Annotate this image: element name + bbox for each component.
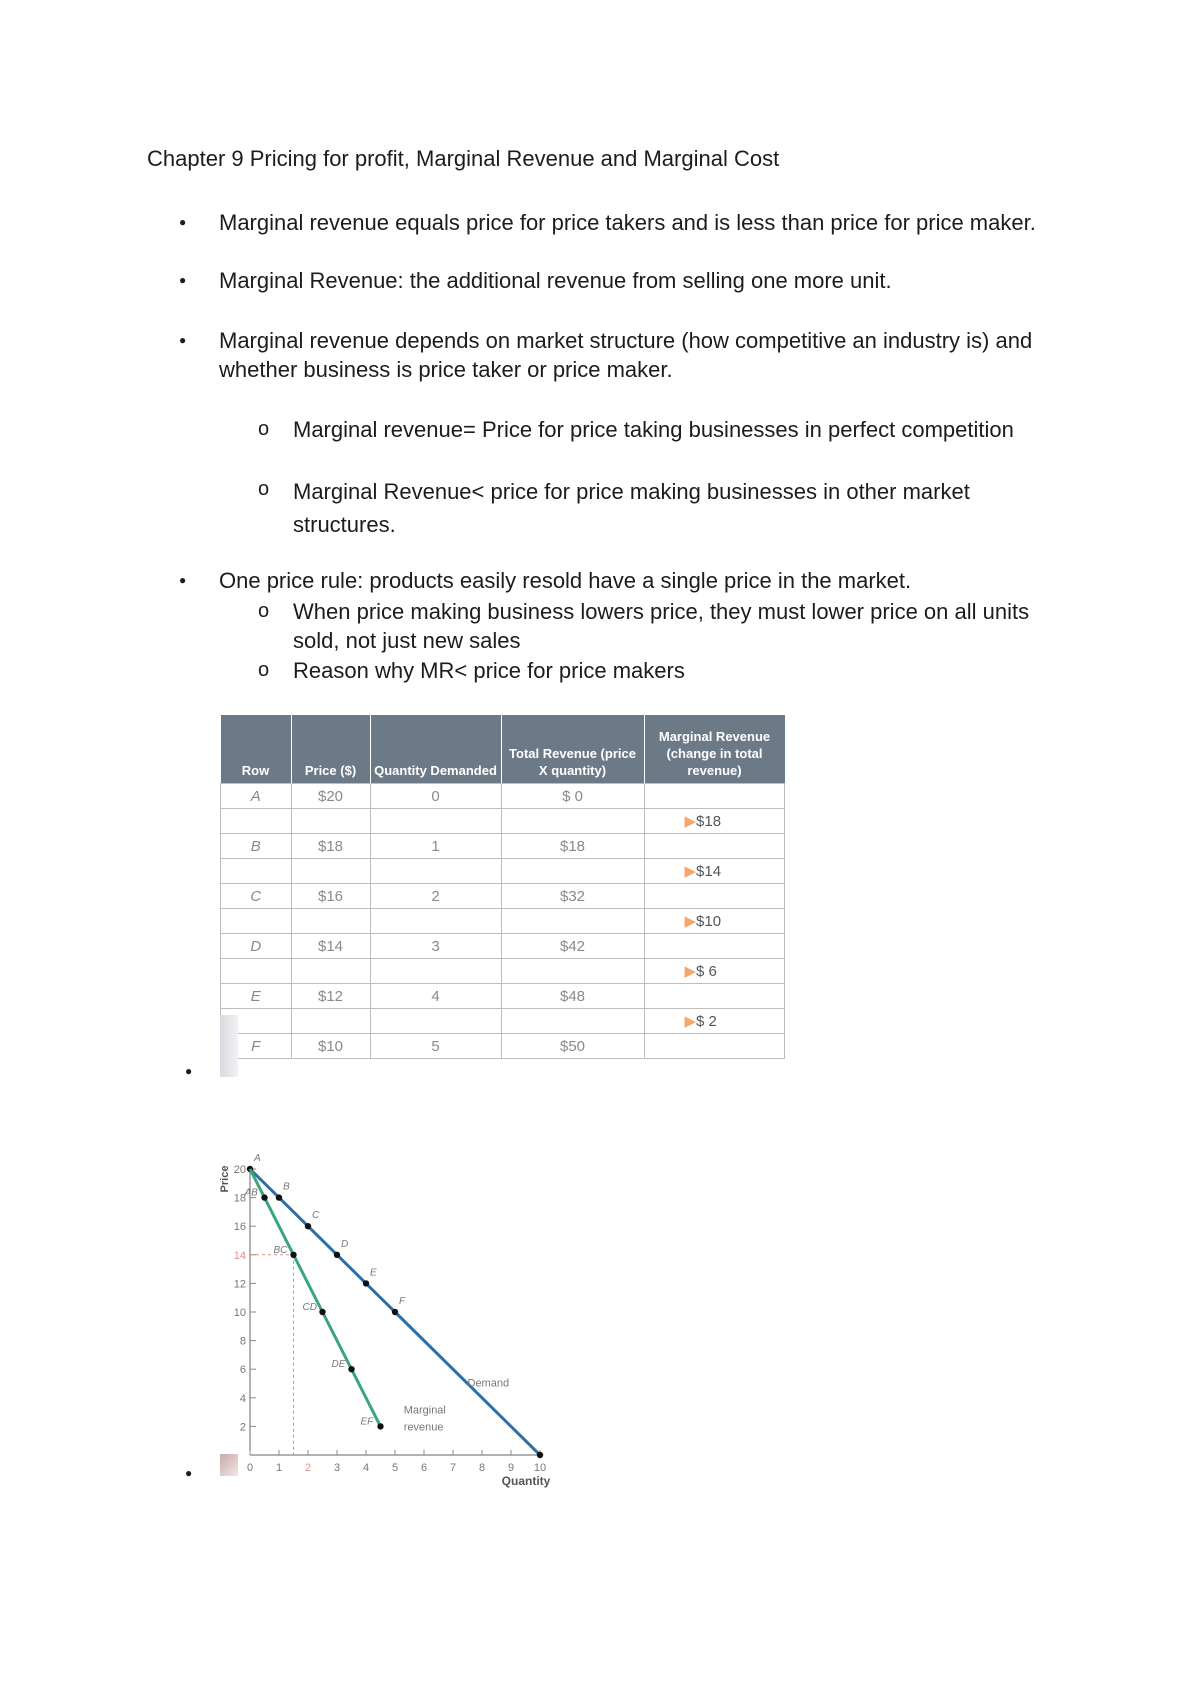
- quantity-cell: 2: [370, 884, 501, 909]
- point-label: E: [370, 1267, 377, 1279]
- table-row: [221, 959, 785, 984]
- row-label: F: [221, 1034, 292, 1059]
- bullet-dot-icon: ●: [185, 1064, 193, 1078]
- table-row: [221, 809, 785, 834]
- table-row: [221, 859, 785, 884]
- chart-annotation: revenue: [403, 1421, 444, 1434]
- marginal-revenue-cell: ▶$10: [644, 909, 785, 934]
- table-row: [221, 784, 785, 809]
- data-point: [537, 1452, 543, 1458]
- table-header: Price ($): [291, 715, 370, 784]
- point-label: CD: [302, 1302, 317, 1313]
- sub-bullet-marker: o: [258, 659, 270, 681]
- y-tick-label: 2: [239, 1421, 246, 1434]
- y-tick-label: 16: [233, 1221, 246, 1234]
- x-tick-label: 6: [420, 1462, 428, 1474]
- table-row: [221, 1009, 785, 1034]
- quantity-cell: 1: [370, 834, 501, 859]
- point-label: C: [312, 1210, 320, 1222]
- point-label: F: [399, 1296, 406, 1307]
- x-tick-label: 0: [246, 1462, 254, 1474]
- quantity-cell: 3: [370, 934, 501, 959]
- sub-bullet-marker: o: [258, 600, 270, 622]
- marginal-revenue-cell: ▶$ 6: [644, 959, 785, 984]
- sub-bullet-marker: o: [258, 478, 270, 500]
- price-cell: $10: [291, 1034, 370, 1059]
- price-cell: $16: [291, 884, 370, 909]
- total-revenue-cell: $32: [501, 884, 644, 909]
- marginal-revenue-cell: ▶$14: [644, 859, 785, 884]
- table-header: Quantity Demanded: [370, 715, 501, 784]
- y-tick-label: 4: [239, 1392, 246, 1405]
- data-point: [276, 1194, 282, 1200]
- chart-annotation: Marginal: [403, 1404, 446, 1417]
- table-row: [221, 934, 785, 959]
- image-edge-shadow: [220, 1015, 238, 1077]
- data-point: [348, 1366, 354, 1372]
- x-axis-label: Quantity: [501, 1474, 551, 1488]
- bullet-text: One price rule: products easily resold have a single price in the market.: [219, 568, 912, 593]
- sub-bullet-marker: o: [258, 418, 270, 440]
- total-revenue-cell: $ 0: [501, 784, 644, 809]
- total-revenue-cell: $18: [501, 834, 644, 859]
- table-header: Total Revenue (price X quantity): [501, 715, 644, 784]
- point-label: DE: [331, 1359, 346, 1371]
- data-point: [319, 1309, 325, 1315]
- chart-annotation: Demand: [467, 1377, 510, 1390]
- table-row: [221, 909, 785, 934]
- row-label: D: [221, 934, 292, 959]
- chart-canvas: [214, 1145, 574, 1488]
- y-tick-label: 8: [239, 1335, 246, 1348]
- data-point: [334, 1252, 340, 1258]
- x-tick-label: 2: [304, 1462, 312, 1474]
- data-point: [290, 1252, 296, 1258]
- marginal-revenue-cell: ▶$18: [644, 809, 785, 834]
- total-revenue-cell: $50: [501, 1034, 644, 1059]
- y-tick-label: 10: [233, 1307, 246, 1319]
- point-label: D: [341, 1238, 349, 1250]
- y-axis-label: Price: [219, 1165, 231, 1193]
- point-label: BC: [273, 1244, 288, 1256]
- data-point: [305, 1223, 311, 1229]
- data-point: [261, 1194, 267, 1200]
- x-tick-label: 3: [333, 1462, 341, 1474]
- quantity-cell: 0: [370, 784, 501, 809]
- quantity-cell: 4: [370, 984, 501, 1009]
- table-header: Marginal Revenue (change in total revenue): [644, 715, 785, 784]
- point-label: A: [254, 1153, 261, 1164]
- image-edge-shadow: [220, 1454, 238, 1476]
- y-tick-label: 6: [239, 1364, 246, 1377]
- table-row: [221, 884, 785, 909]
- bullet-dot-icon: ●: [185, 1466, 193, 1480]
- x-tick-label: 5: [391, 1462, 399, 1474]
- x-tick-label: 7: [449, 1462, 457, 1474]
- total-revenue-cell: $48: [501, 984, 644, 1009]
- page-title: Chapter 9 Pricing for profit, Marginal Revenue and Marginal Cost: [147, 146, 780, 171]
- table-row: [221, 1034, 785, 1059]
- x-tick-label: 8: [478, 1462, 486, 1474]
- y-tick-label: 12: [233, 1278, 246, 1291]
- quantity-cell: 5: [370, 1034, 501, 1059]
- bullet-text: Marginal revenue equals price for price takers and is less than price for price maker.: [219, 210, 1036, 235]
- table-row: [221, 834, 785, 859]
- point-label: B: [283, 1181, 290, 1193]
- price-cell: $12: [291, 984, 370, 1009]
- sub-bullet-text: Reason why MR< price for price makers: [293, 658, 685, 683]
- price-cell: $20: [291, 784, 370, 809]
- sub-bullet-text: Marginal Revenue< price for price making businesses in other market structures.: [293, 479, 970, 537]
- table-header: Row: [221, 715, 292, 784]
- y-tick-label: 18: [233, 1192, 246, 1205]
- sub-bullet-text: When price making business lowers price, they must lower price on all units sold, not just new sales: [293, 599, 1030, 653]
- data-point: [377, 1423, 383, 1429]
- y-tick-label: 20: [233, 1164, 246, 1176]
- marginal-revenue-line: [250, 1169, 381, 1426]
- marginal-revenue-table: [220, 715, 785, 1078]
- row-label: C: [221, 884, 292, 909]
- price-quantity-chart: [214, 1145, 574, 1488]
- data-point: [363, 1280, 369, 1286]
- row-label: E: [221, 984, 292, 1009]
- marginal-revenue-cell: ▶$ 2: [644, 1009, 785, 1034]
- data-point: [392, 1309, 398, 1315]
- bullet-text: Marginal revenue depends on market structure (how competitive an industry is) and whether business is price taker or price maker.: [219, 328, 1033, 382]
- bullet-text: Marginal Revenue: the additional revenue from selling one more unit.: [219, 268, 892, 293]
- x-tick-label: 1: [275, 1462, 283, 1474]
- point-label: EF: [360, 1416, 374, 1428]
- price-cell: $14: [291, 934, 370, 959]
- x-tick-label: 4: [362, 1462, 370, 1474]
- sub-bullet-text: Marginal revenue= Price for price taking businesses in perfect competition: [293, 417, 1014, 442]
- table-row: [221, 984, 785, 1009]
- total-revenue-cell: $42: [501, 934, 644, 959]
- price-cell: $18: [291, 834, 370, 859]
- x-tick-label: 10: [533, 1462, 547, 1474]
- row-label: B: [221, 834, 292, 859]
- x-tick-label: 9: [507, 1462, 515, 1474]
- point-label: AB: [244, 1187, 258, 1199]
- y-tick-label: 14: [233, 1249, 246, 1262]
- row-label: A: [221, 784, 292, 809]
